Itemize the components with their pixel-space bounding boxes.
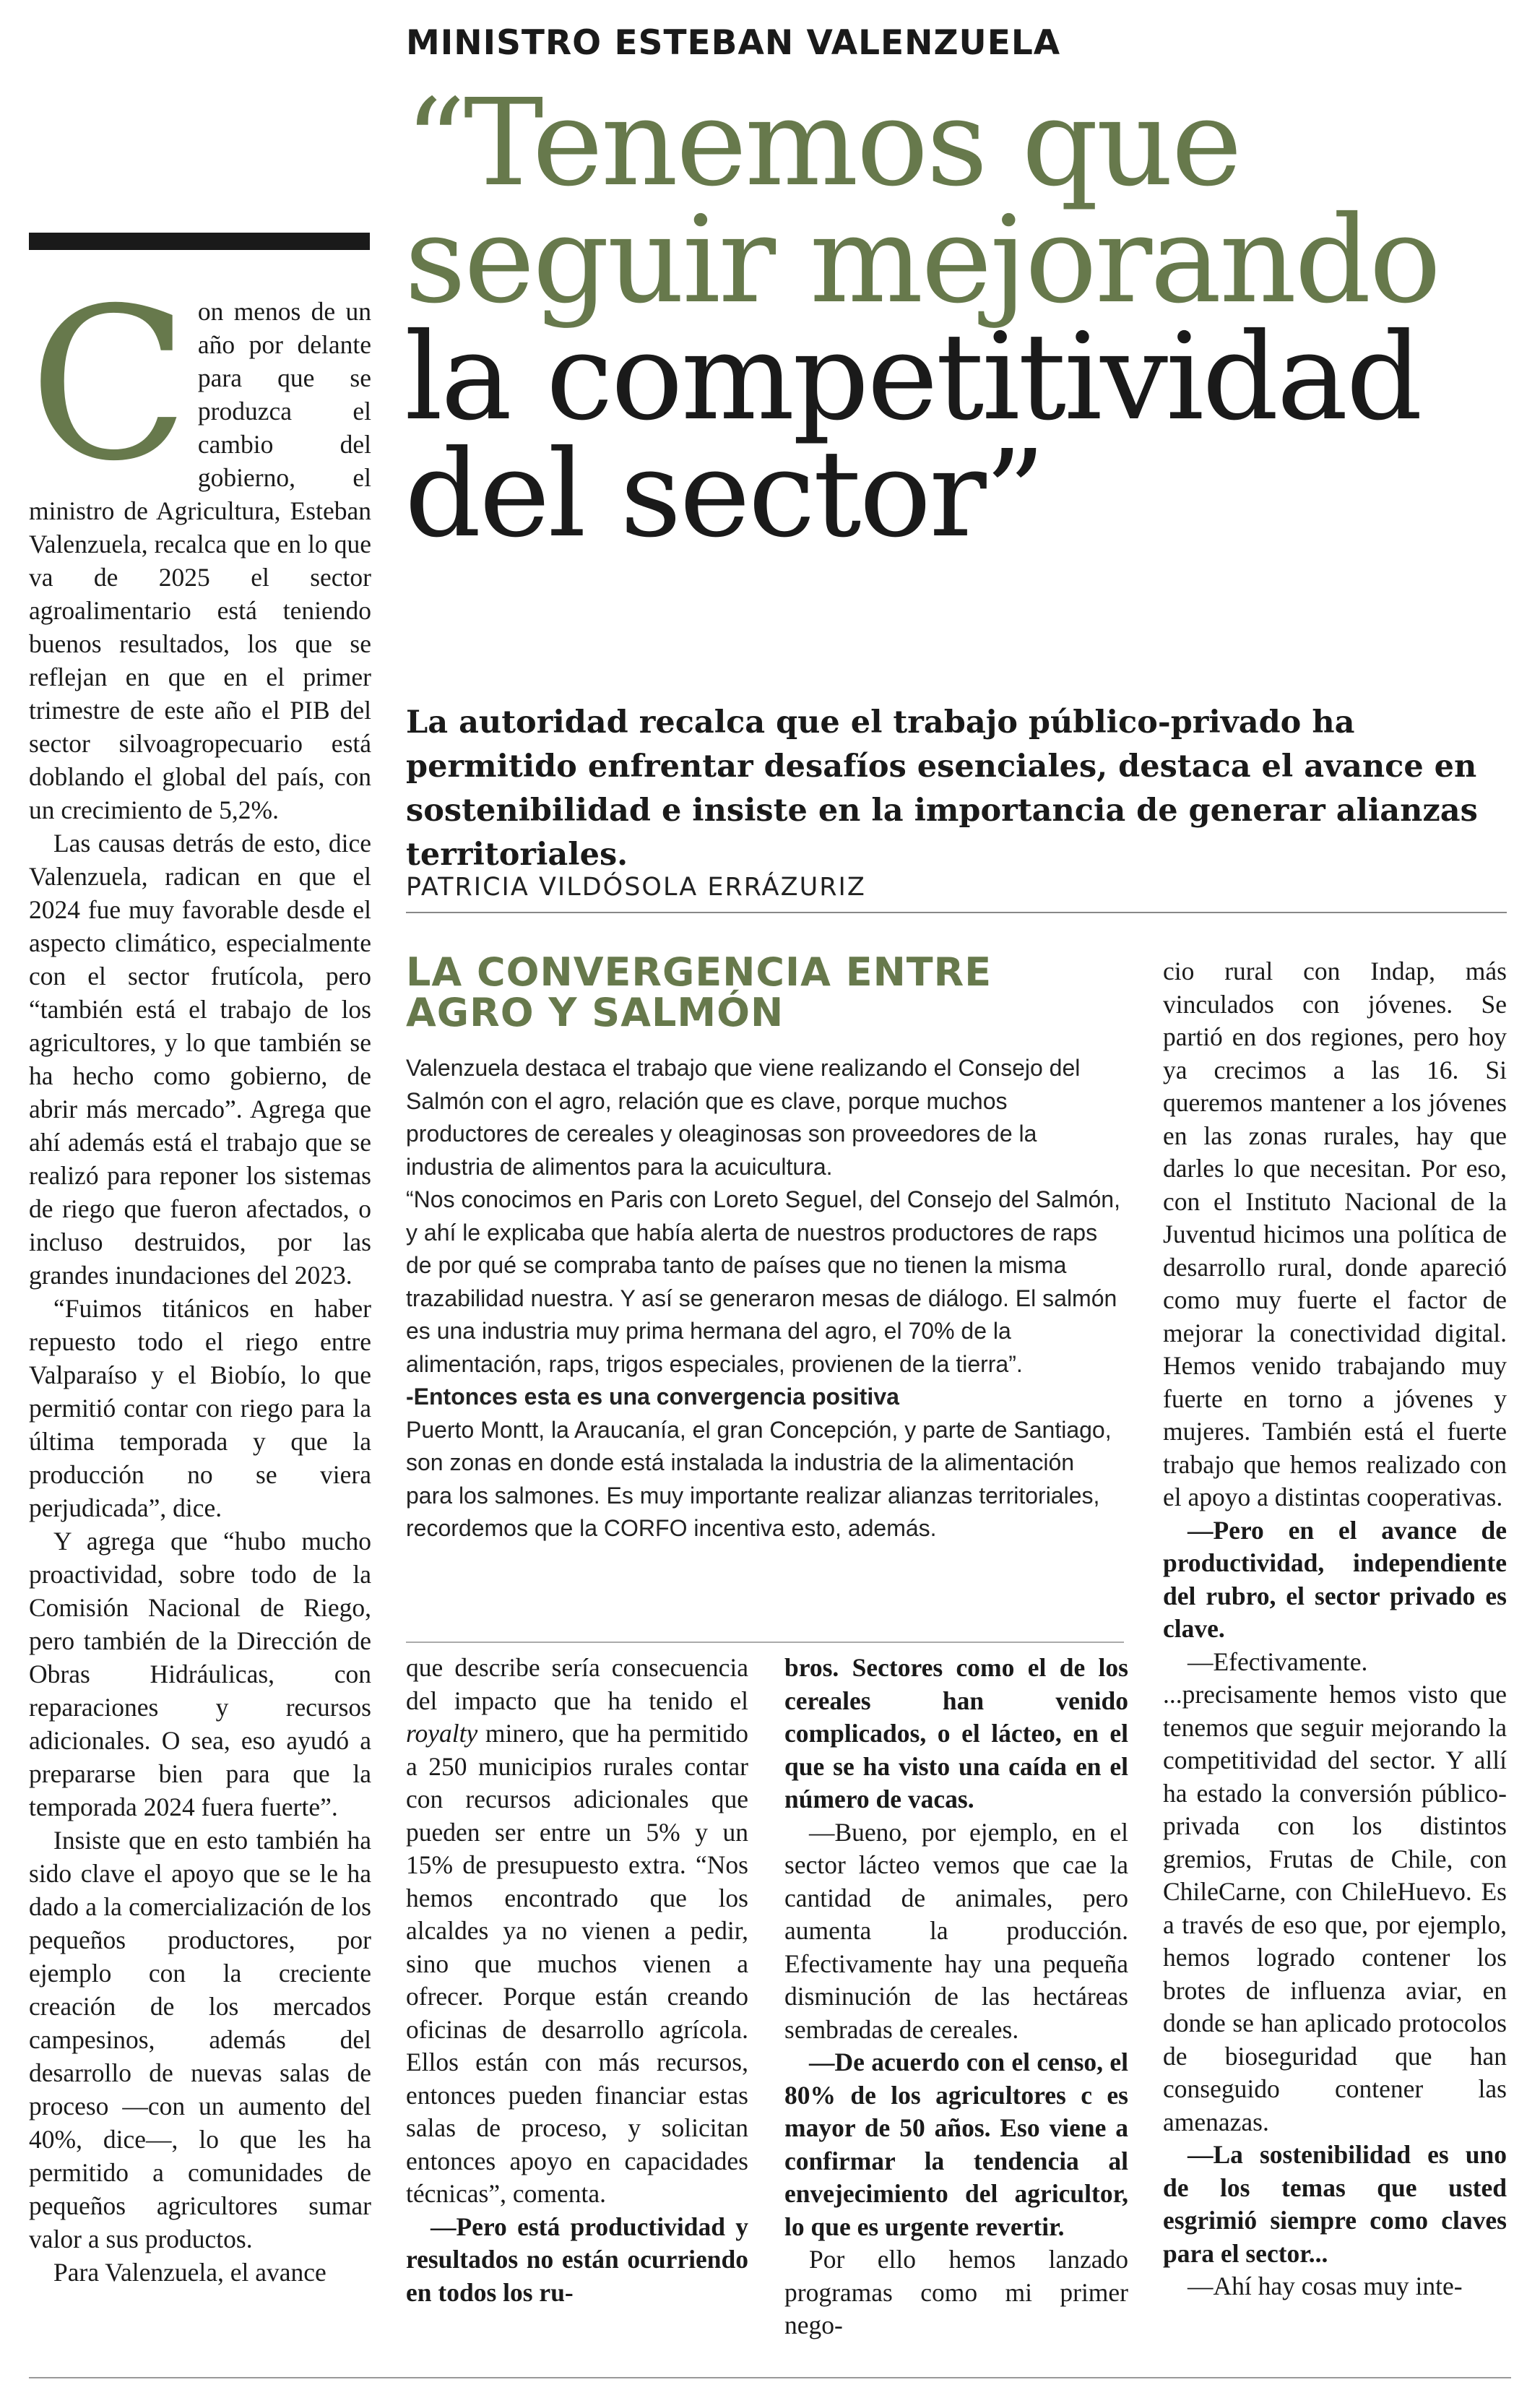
- section-title: LA CONVERGENCIA ENTRE AGRO Y SALMÓN: [406, 949, 992, 1035]
- question: -Entonces esta es una convergencia positiva: [406, 1384, 899, 1410]
- headline-line-2: seguir mejorando: [405, 191, 1440, 330]
- question: —Pero está productividad y resultados no están ocurriendo en todos los ru-: [406, 2212, 748, 2307]
- paragraph: Las causas detrás de esto, dice Valenzuela, radican en que el 2024 fue muy favorable desde el aspecto climático, especialmente con el sector frutícola, pero “también está el trabajo de los agricultores, y lo que también se ha hecho como gobierno, de abrir más mercado”. Agrega que ahí además está el trabajo que se realizó para reponer los sistemas de riego que fueron afectados, o incluso destruidos, por las grandes inundaciones del 2023.: [29, 829, 371, 1290]
- paragraph: Valenzuela destaca el trabajo que viene realizando el Consejo del Salmón con el agro, relación que es clave, porque muchos productores de cereales y oleaginosas son proveedores de la industria de alimentos para la acuicultura.: [406, 1055, 1081, 1180]
- paragraph: Para Valenzuela, el avance: [53, 2258, 326, 2287]
- column-b: [784, 1652, 1128, 2342]
- drop-cap: C: [29, 264, 189, 507]
- paragraph: Y agrega que “hubo mucho proactividad, sobre todo de la Comisión Nacional de Riego, pero también de la Dirección de Obras Hidráulicas, con reparaciones y recursos adicionales. O sea, eso ayudó a prepararse bien para que la temporada 2024 fuera fuerte”.: [29, 1527, 371, 1821]
- answer: —Bueno, por ejemplo, en el sector lácteo vemos que cae la cantidad de animales, pero aumenta la producción. Efectivamente hay una pequeña disminución de las hectáreas sembradas de cereales.: [784, 1817, 1128, 2044]
- byline-divider: [406, 912, 1507, 913]
- question: —De acuerdo con el censo, el 80% de los agricultores c es mayor de 50 años. Eso viene a confirmar la tendencia al envejecimiento del agricultor, lo que es urgente revertir.: [784, 2048, 1128, 2241]
- answer: —Ahí hay cosas muy inte-: [1188, 2272, 1463, 2300]
- left-column: [29, 264, 371, 2289]
- headline-line-4: del sector”: [405, 425, 1044, 564]
- question: bros. Sectores como el de los cereales han venido complicados, o el lácteo, en el que se ha visto una caída en el número de vacas.: [784, 1653, 1128, 1813]
- answer: —Efectivamente. ...precisamente hemos visto que tenemos que seguir mejorando la competitividad del sector. Y allí ha estado la conversión público-privada con los distintos gremios, Frutas de Chile, con ChileCarne, con ChileHuevo. Es a través de eso que, por ejemplo, hemos logrado contener los brotes de influenza aviar, en donde se han aplicado protocolos de bioseguridad que han conseguido contener las amenazas.: [1163, 1647, 1507, 2136]
- paragraph: Puerto Montt, la Araucanía, el gran Concepción, y parte de Santiago, son zonas en donde está instalada la industria de la alimentación para los salmones. Es muy importante realizar alianzas territoriales, recordemos que la CORFO incentiva esto, además.: [406, 1416, 1112, 1541]
- paragraph: Con menos de un año por delante para que se produzca el cambio del gobierno, el ministro de Agricultura, Esteban Valenzuela, recalca que en lo que va de 2025 el sector agroalimentario está teniendo buenos resultados, los que se reflejan en que en el primer trimestre de este año el PIB del sector silvoagropecuario está doblando el global del país, con un crecimiento de 5,2%.: [29, 264, 371, 824]
- section-divider: [406, 1641, 1124, 1643]
- column-c: [1163, 955, 1507, 2303]
- column-top-bar: [29, 233, 370, 250]
- paragraph: “Fuimos titánicos en haber repuesto todo el riego entre Valparaíso y el Biobío, lo que permitió contar con riego para la última temporada y que la producción no se viera perjudicada”, dice.: [29, 1294, 371, 1522]
- bottom-divider: [29, 2377, 1511, 2378]
- section-body: [406, 1052, 1124, 1545]
- column-a: [406, 1652, 748, 2309]
- paragraph: Insiste que en esto también ha sido clave el apoyo que se le ha dado a la comercialización de los pequeños productores, por ejemplo con la creciente creación de los mercados campesinos, además del desarrollo de nuevas salas de proceso —con un aumento del 40%, dice—, lo que les ha permitido a comunidades de pequeños agricultores sumar valor a sus productos.: [29, 1826, 371, 2253]
- paragraph: que describe sería consecuencia del impacto que ha tenido el royalty minero, que ha permitido a 250 municipios rurales contar con recursos adicionales que pueden ser entre un 5% y un 15% de presupuesto extra. “Nos hemos encontrado que los alcaldes ya no vienen a pedir, sino que muchos vienen a ofrecer. Porque están creando oficinas de desarrollo agrícola. Ellos están con más recursos, entonces pueden financiar estas salas de proceso, y solicitan entonces apoyo en capacidades técnicas”, comenta.: [406, 1653, 748, 2208]
- question: —La sostenibilidad es uno de los temas que usted esgrimió siempre como claves para el sector...: [1163, 2140, 1507, 2268]
- byline: PATRICIA VILDÓSOLA ERRÁZURIZ: [406, 873, 866, 902]
- kicker: MINISTRO ESTEBAN VALENZUELA: [406, 23, 1061, 63]
- question: —Pero en el avance de productividad, independiente del rubro, el sector privado es clave.: [1163, 1515, 1507, 1643]
- answer: Por ello hemos lanzado programas como mi primer nego-: [784, 2245, 1128, 2339]
- headline-line-3: la competitividad: [405, 308, 1421, 447]
- paragraph: “Nos conocimos en Paris con Loreto Seguel, del Consejo del Salmón, y ahí le explicaba que había alerta de nuestros productores de raps de por qué se compraba tanto de países que no tienen la misma trazabilidad nuestra. Y así se generaron mesas de diálogo. El salmón es una industria muy prima hermana del agro, el 70% de la alimentación, raps, trigos especiales, provienen de la tierra”.: [406, 1186, 1120, 1377]
- answer: cio rural con Indap, más vinculados con jóvenes. Se partió en dos regiones, pero hoy ya crecimos a las 16. Si queremos mantener a los jóvenes en las zonas rurales, hay que darles lo que necesitan. Por eso, con el Instituto Nacional de la Juventud hicimos una política de desarrollo rural, donde apareció como muy fuerte el factor de mejorar la conectividad digital. Hemos venido trabajando muy fuerte en torno a jóvenes y mujeres. También está el fuerte trabajo que hemos realizado con el apoyo a distintas cooperativas.: [1163, 957, 1507, 1511]
- headline: [405, 74, 1531, 564]
- deck: La autoridad recalca que el trabajo público-privado ha permitido enfrentar desafíos esenciales, destaca el avance en sostenibilidad e insiste en la importancia de generar alianzas territoriales.: [406, 704, 1478, 873]
- headline-line-1: “Tenemos que: [405, 74, 1240, 213]
